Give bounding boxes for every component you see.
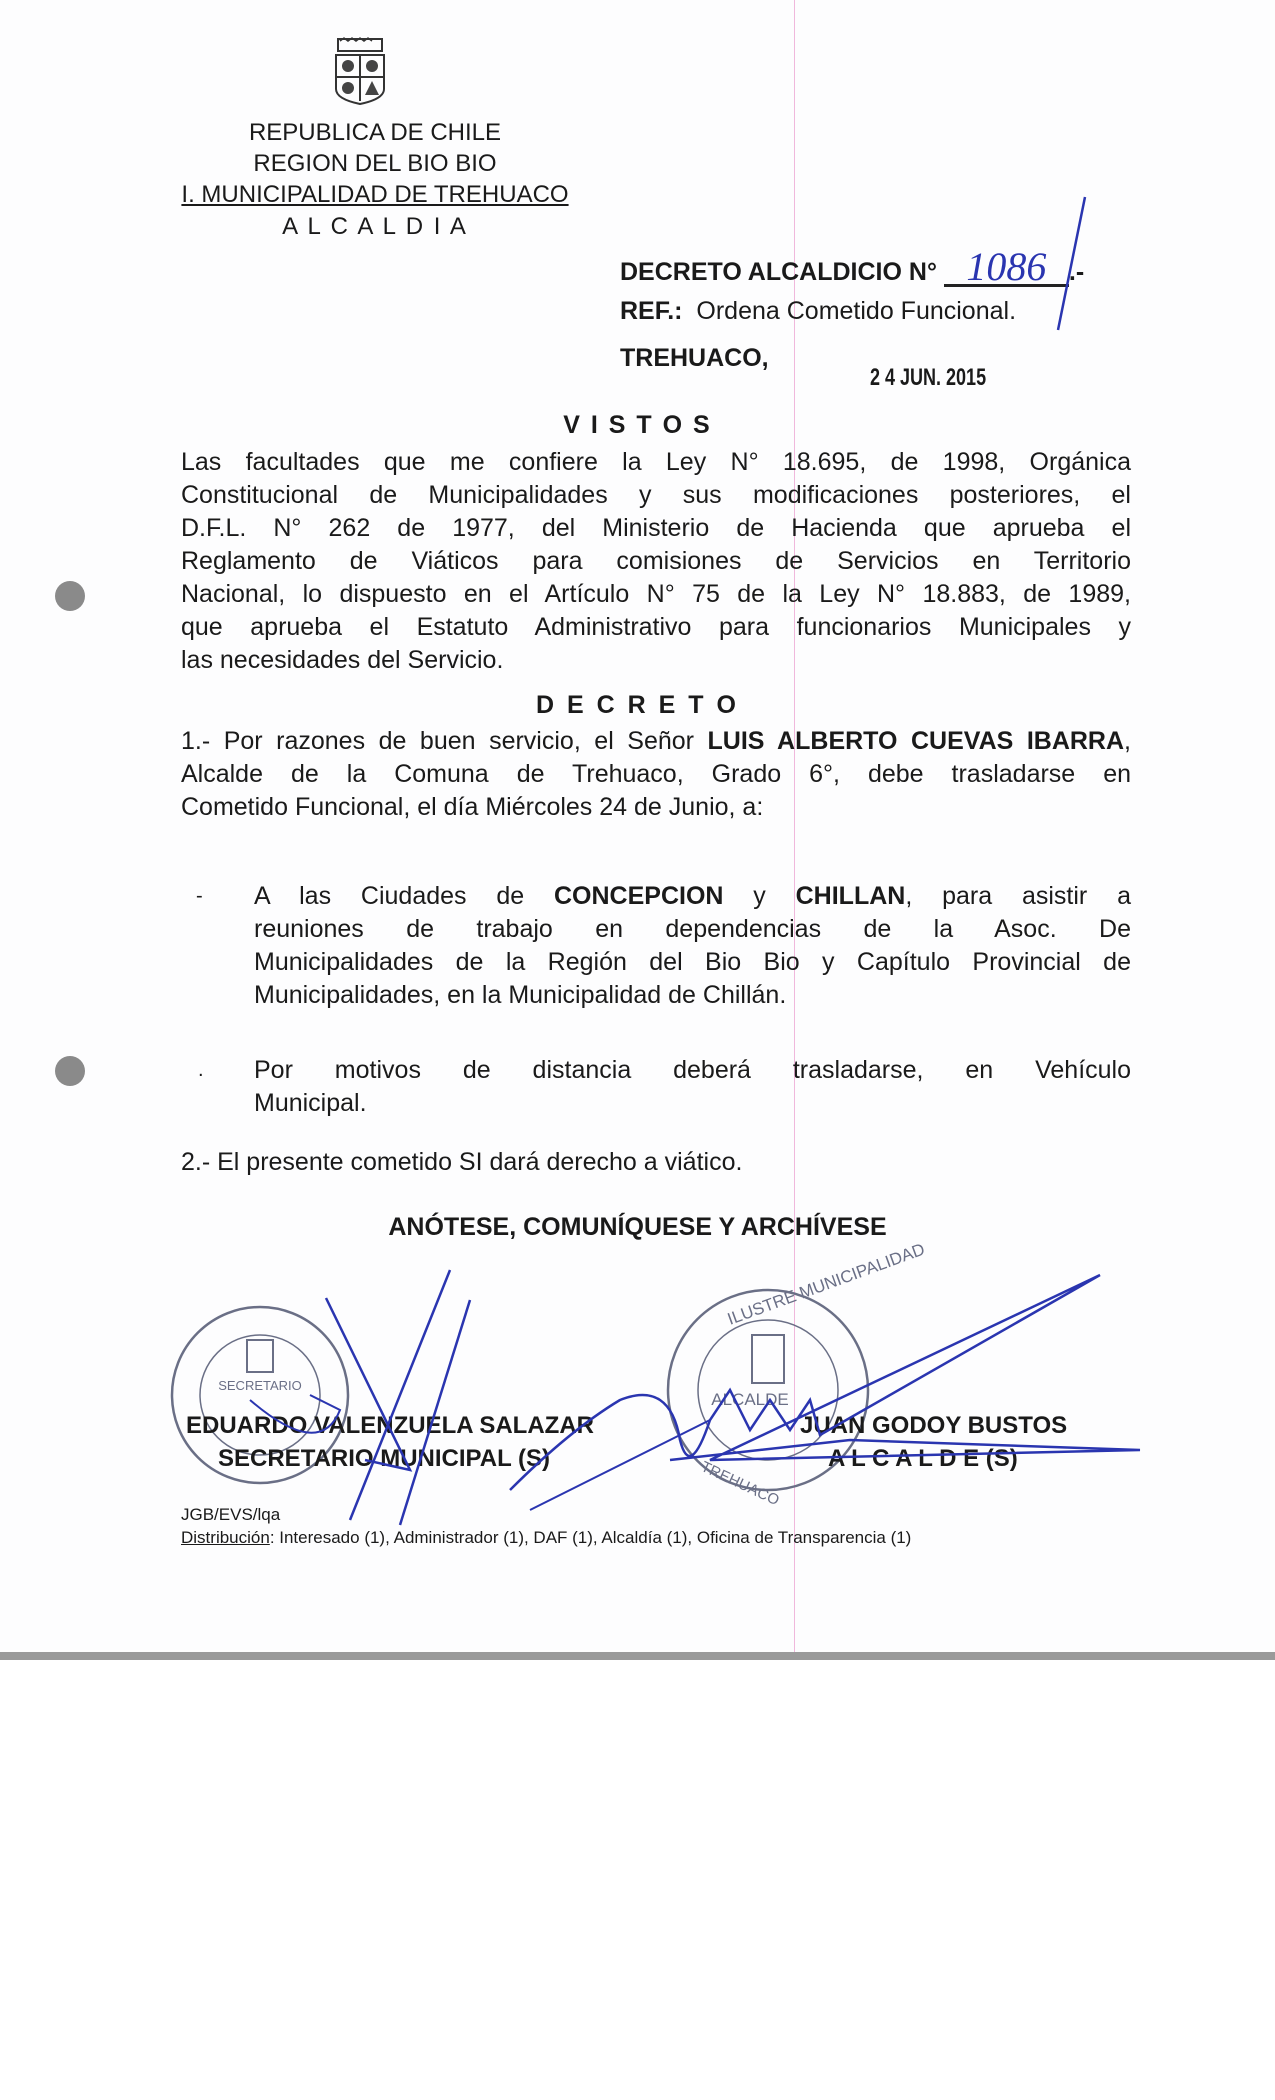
bullet1-text: , para asistir a — [905, 882, 1131, 910]
distribution-label: Distribución — [181, 1528, 270, 1547]
vistos-line: D.F.L. N° 262 de 1977, del Ministerio de Hacienda que aprueba el — [181, 514, 1131, 542]
closing-formula: ANÓTESE, COMUNÍQUESE Y ARCHÍVESE — [388, 1213, 887, 1241]
item1-line: Cometido Funcional, el día Miércoles 24 de Junio, a: — [181, 793, 764, 821]
coat-of-arms-icon — [328, 37, 392, 105]
stamp-inner-text: ALCALDE — [711, 1390, 789, 1409]
decree-number: 1086 — [944, 250, 1069, 287]
item2-line: 2.- El presente cometido SI dará derecho a viático. — [181, 1148, 743, 1176]
ref-label: REF.: — [620, 297, 683, 325]
distribution — [181, 1528, 911, 1548]
mayor-name: JUAN GODOY BUSTOS — [800, 1412, 1068, 1439]
official-name: LUIS ALBERTO CUEVAS IBARRA — [707, 727, 1125, 755]
vistos-line: Las facultades que me confiere la Ley N° 18.695, de 1998, Orgánica — [181, 448, 1131, 476]
bullet1-text: A las Ciudades de — [254, 882, 554, 910]
header-office: A L C A L D I A — [282, 213, 468, 240]
distribution-text: : Interesado (1), Administrador (1), DAF (1), Alcaldía (1), Oficina de Transparencia (1) — [269, 1528, 912, 1547]
punch-hole — [55, 1056, 85, 1086]
ref-text: Ordena Cometido Funcional. — [696, 297, 1017, 325]
initials: JGB/EVS/lqa — [181, 1505, 281, 1524]
secretary-name: EDUARDO VALENZUELA SALAZAR — [186, 1412, 594, 1439]
vistos-line: las necesidades del Servicio. — [181, 646, 504, 674]
bullet1-line: reuniones de trabajo en dependencias de la Asoc. De — [254, 915, 1131, 943]
item1-line — [181, 725, 1131, 758]
item1-text: , — [1124, 727, 1131, 755]
city-chillan: CHILLAN — [795, 882, 906, 910]
place: TREHUACO, — [620, 344, 769, 372]
pen-stroke — [1050, 195, 1090, 335]
header-country: REPUBLICA DE CHILE — [248, 119, 502, 146]
header-municipality: I. MUNICIPALIDAD DE TREHUACO — [181, 181, 569, 208]
reference — [620, 297, 1016, 326]
bullet-marker: - — [196, 885, 203, 907]
handwritten-signatures — [150, 1260, 1150, 1540]
vistos-line: Nacional, lo dispuesto en el Artículo N° 75 de la Ley N° 18.883, de 1989, — [181, 580, 1131, 608]
bullet-marker: . — [198, 1059, 204, 1081]
vistos-line: Constitucional de Municipalidades y sus modificaciones posteriores, el — [181, 481, 1131, 509]
decree-suffix: .- — [1068, 258, 1085, 286]
bullet1-text: y — [723, 882, 796, 910]
vistos-line: Reglamento de Viáticos para comisiones de Servicios en Territorio — [181, 547, 1131, 575]
bullet2-line: Municipal. — [254, 1089, 367, 1117]
secretary-title: SECRETARIO MUNICIPAL (S) — [218, 1445, 551, 1472]
mayor-title: A L C A L D E (S) — [828, 1445, 1018, 1472]
bullet2-line: Por motivos de distancia deberá trasladarse, en Vehículo — [254, 1056, 1131, 1084]
stamp-outer-text: ILUSTRE MUNICIPALIDAD — [724, 1239, 928, 1329]
item1-line: Alcalde de la Comuna de Trehuaco, Grado 6°, debe trasladarse en — [181, 760, 1131, 788]
vistos-line: que aprueba el Estatuto Administrativo para funcionarios Municipales y — [181, 613, 1131, 641]
bullet1-line — [254, 880, 1131, 913]
bullet1-line: Municipalidades de la Región del Bio Bio y Capítulo Provincial de — [254, 948, 1131, 976]
stamp-bottom-text: TREHUACO — [698, 1458, 782, 1510]
stamp-inner-text: SECRETARIO — [218, 1378, 302, 1393]
vistos-heading: V I S T O S — [563, 411, 712, 439]
date-stamp: 2 4 JUN. 2015 — [870, 364, 987, 391]
city-concepcion: CONCEPCION — [554, 882, 724, 910]
decree-title — [620, 244, 1085, 289]
decreto-heading: D E C R E T O — [536, 691, 739, 719]
page-edge — [0, 1652, 1275, 1660]
header-region: REGION DEL BIO BIO — [253, 150, 497, 177]
bullet1-line: Municipalidades, en la Municipalidad de Chillán. — [254, 981, 787, 1009]
decree-title-label: DECRETO ALCALDICIO N° — [620, 258, 937, 286]
item1-text: 1.- Por razones de buen servicio, el Señor — [181, 727, 708, 755]
punch-hole — [55, 581, 85, 611]
